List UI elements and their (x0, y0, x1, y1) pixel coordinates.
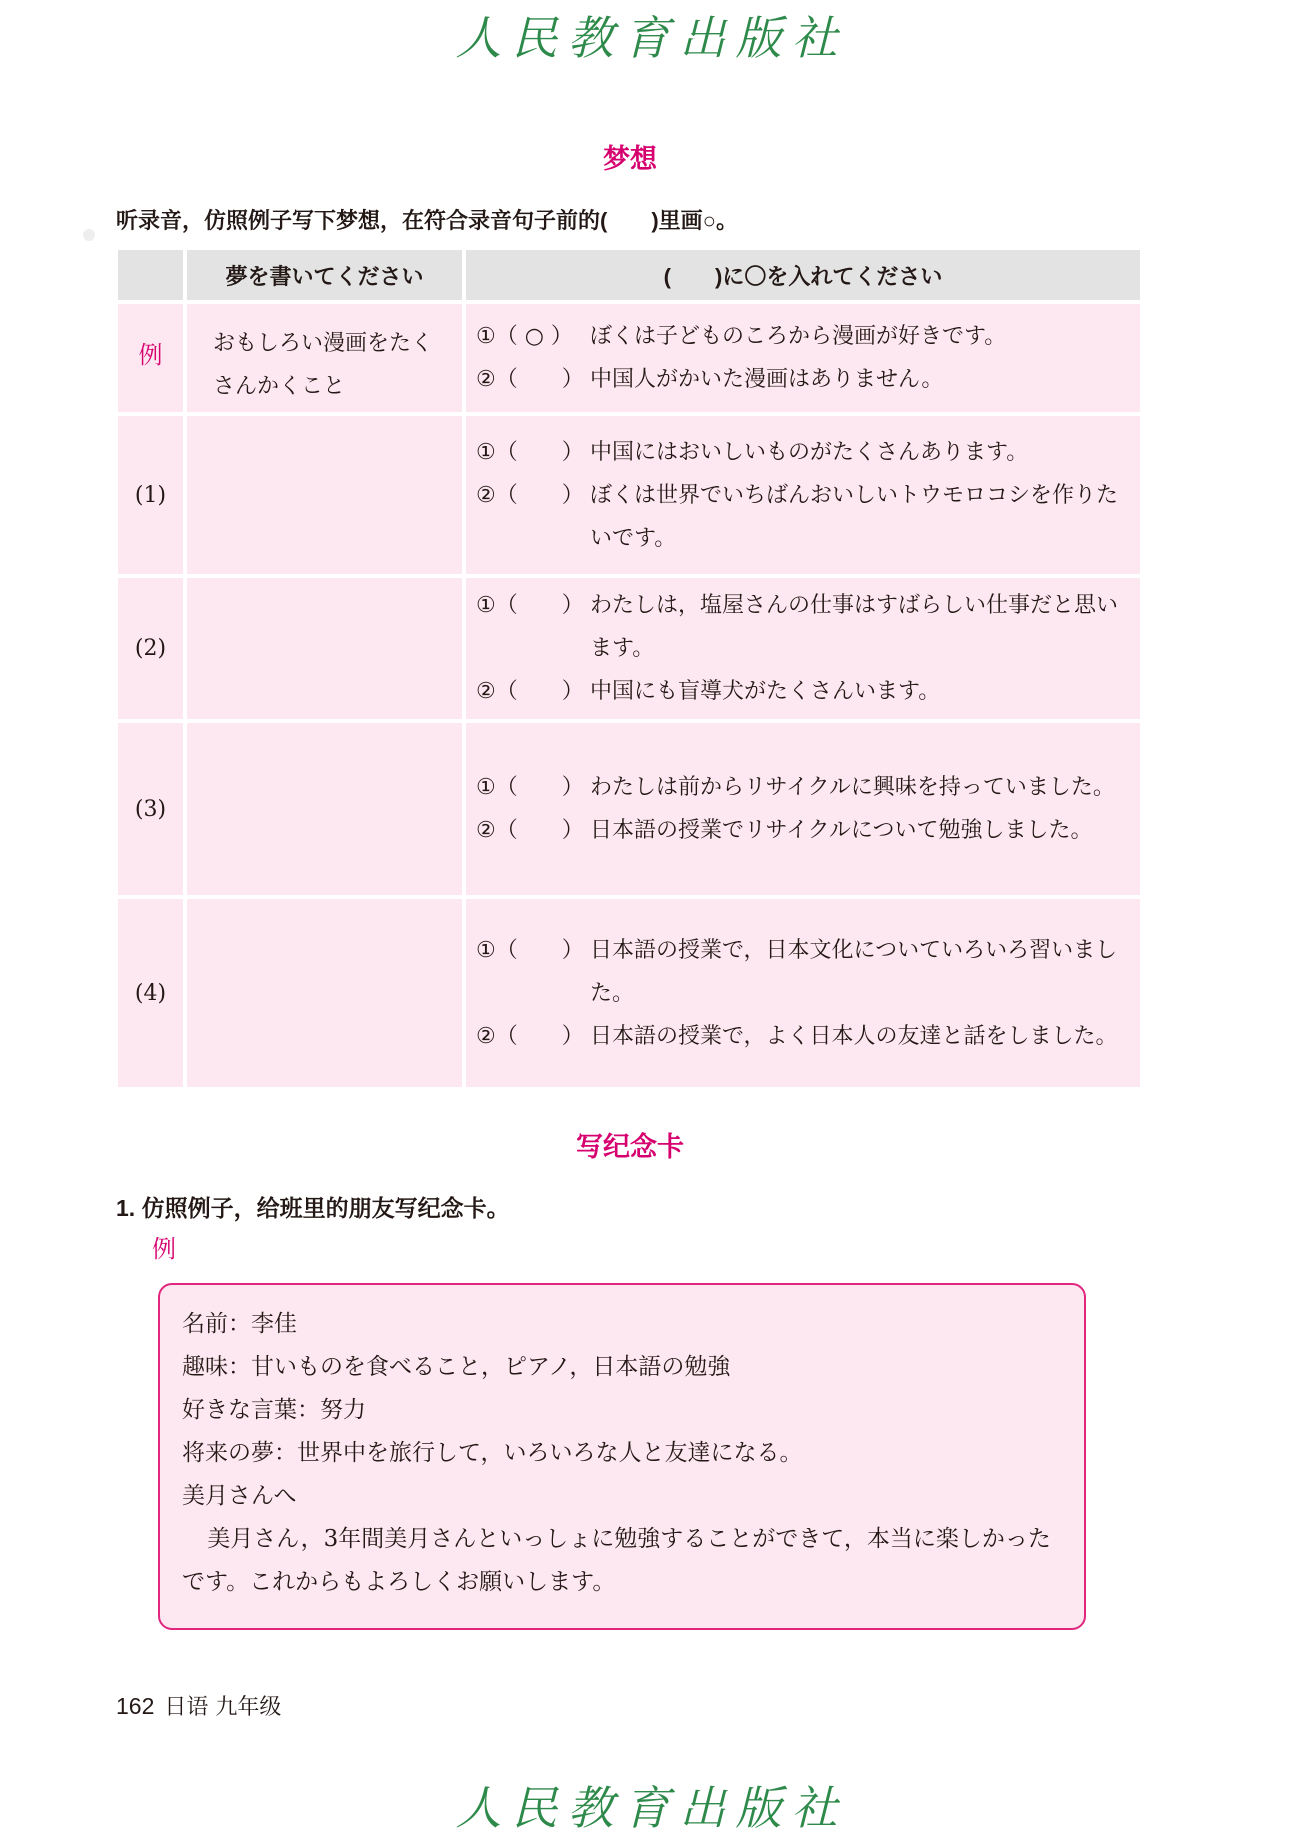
choice-1[interactable] (476, 584, 1130, 670)
header-choices: ( )に〇を入れてください (466, 250, 1140, 300)
choice-text: 日本語の授業で，よく日本人の友達と話をしました。 (590, 1023, 1118, 1049)
choice-2[interactable] (476, 670, 1130, 713)
margin-dot (83, 229, 95, 241)
choice-text: 中国にも盲導犬がたくさんいます。 (590, 679, 941, 704)
choices-cell (466, 899, 1140, 1087)
dream-cell: おもしろい漫画をたくさんかくこと (187, 304, 462, 412)
choices-cell (466, 416, 1140, 574)
card-favorite-word: 好きな言葉：努力 (182, 1397, 366, 1423)
table-header-row (118, 250, 1140, 300)
choice-1[interactable] (476, 929, 1130, 1015)
table-row (118, 723, 1140, 895)
table-row (118, 416, 1140, 574)
choice-label: ①（ ） (476, 937, 584, 963)
row-number: (3) (118, 723, 183, 895)
table-row (118, 578, 1140, 719)
choices-cell (466, 304, 1140, 412)
choice-2[interactable] (476, 474, 1130, 560)
card-message: 美月さん，3年間美月さんといっしょに勉強することができて，本当に楽しかったです。これからもよろしくお願いします。 (182, 1526, 1051, 1595)
section-title-card: 写纪念卡 (576, 1132, 684, 1162)
dream-cell[interactable] (187, 723, 462, 895)
choice-text: ぼくは子どものころから漫画が好きです。 (590, 324, 1007, 349)
dream-cell[interactable] (187, 416, 462, 574)
choice-label: ①（ ） (476, 775, 584, 800)
choice-1[interactable] (476, 766, 1130, 809)
choice-1[interactable] (476, 431, 1130, 474)
choice-2[interactable] (476, 809, 1130, 852)
publisher-logo: 人民教育出版社 (455, 11, 848, 65)
choice-2 (476, 358, 1130, 401)
choices-cell (466, 723, 1140, 895)
row-number: 例 (118, 304, 183, 412)
publisher-logo-bottom: 人民教育出版社 (455, 1781, 848, 1835)
choice-label: ①（ ○ ） (476, 324, 573, 349)
card-name: 名前：李佳 (182, 1311, 297, 1337)
choice-label: ②（ ） (476, 818, 584, 843)
card-hobby: 趣味：甘いものを食べること，ピアノ，日本語の勉強 (182, 1354, 731, 1380)
memorial-card-example (158, 1283, 1086, 1630)
choice-text: 日本語の授業で，日本文化についていろいろ習いました。 (590, 937, 1118, 1006)
page-footer (116, 1691, 281, 1723)
listening-instruction: 听录音，仿照例子写下梦想，在符合录音句子前的( )里画○。 (116, 208, 738, 233)
row-number: (1) (118, 416, 183, 574)
choice-text: ぼくは世界でいちばんおいしいトウモロコシを作りたいです。 (590, 482, 1119, 551)
row-number: (2) (118, 578, 183, 719)
book-title: 日语 九年级 (164, 1695, 282, 1720)
choice-text: 中国人がかいた漫画はありません。 (590, 367, 944, 392)
row-number: (4) (118, 899, 183, 1087)
choice-text: 日本語の授業でリサイクルについて勉強しました。 (590, 818, 1093, 843)
card-future-dream: 将来の夢：世界中を旅行して，いろいろな人と友達になる。 (182, 1440, 803, 1466)
choice-label: ①（ ） (476, 593, 584, 618)
section-title-dream: 梦想 (603, 144, 657, 174)
table-row-example (118, 304, 1140, 412)
dream-cell[interactable] (187, 899, 462, 1087)
page-number: 162 (116, 1693, 155, 1719)
choice-label: ①（ ） (476, 439, 584, 465)
header-number (118, 250, 183, 300)
choice-text: わたしは，塩屋さんの仕事はすばらしい仕事だと思います。 (590, 593, 1119, 661)
choice-text: わたしは前からリサイクルに興味を持っていました。 (590, 775, 1115, 800)
header-dream: 夢を書いてください (187, 250, 462, 300)
choices-cell (466, 578, 1140, 719)
choice-label: ②（ ） (476, 482, 584, 508)
choice-label: ②（ ） (476, 679, 584, 704)
example-label: 例 (152, 1236, 176, 1263)
choice-label: ②（ ） (476, 1023, 584, 1049)
choice-1 (476, 315, 1130, 358)
card-instruction: 1. 仿照例子，给班里的朋友写纪念卡。 (116, 1195, 510, 1221)
card-addressee: 美月さんへ (182, 1483, 297, 1509)
table-row (118, 899, 1140, 1087)
dream-cell[interactable] (187, 578, 462, 719)
dream-table (114, 246, 1144, 1091)
choice-label: ②（ ） (476, 367, 584, 392)
choice-text: 中国にはおいしいものがたくさんあります。 (590, 439, 1029, 465)
choice-2[interactable] (476, 1015, 1130, 1058)
